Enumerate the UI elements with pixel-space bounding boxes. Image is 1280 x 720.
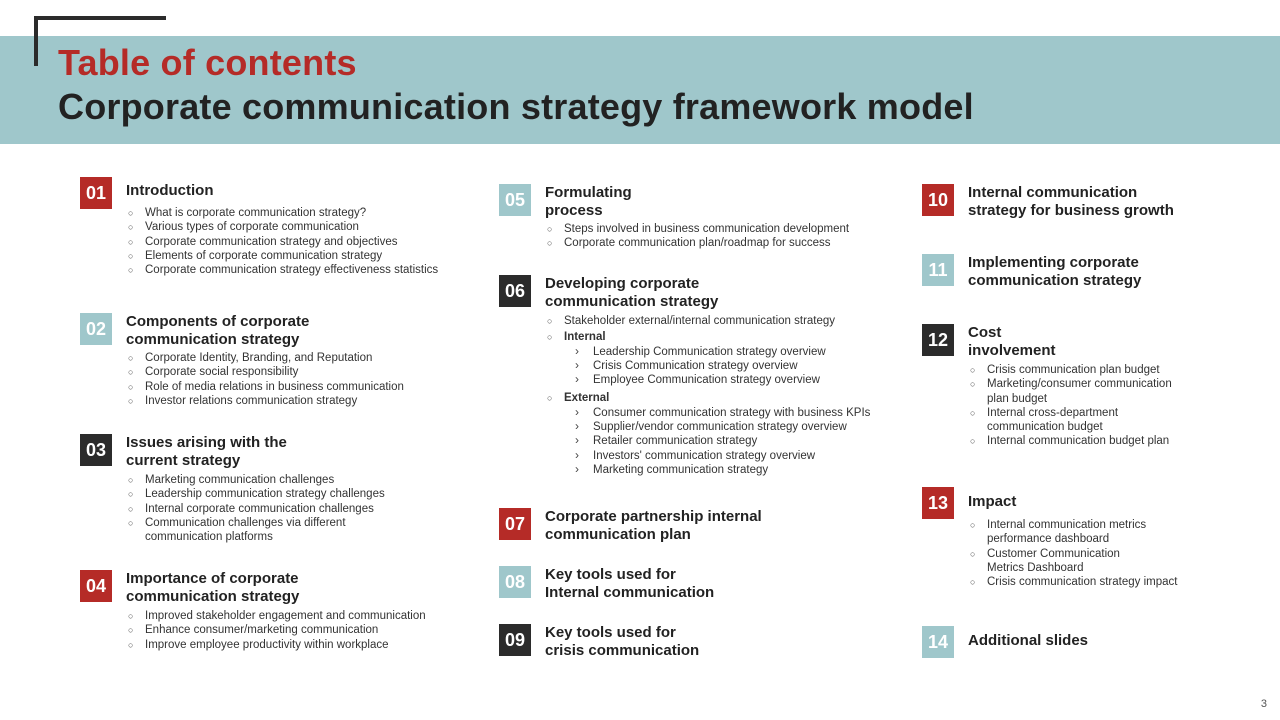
list-item-continued: communication platforms (145, 531, 273, 544)
section-title: Developing corporate communication strategy (545, 275, 719, 310)
list-item: ○ Improve employee productivity within workplace (126, 638, 426, 652)
section-items (968, 363, 1172, 449)
section-items (545, 314, 870, 477)
section-number-badge: 01 (80, 177, 112, 209)
list-item: ○ Internal communication budget plan (968, 434, 1172, 448)
section-title: Components of corporate communication strategy (126, 313, 310, 348)
section-number-badge: 04 (80, 570, 112, 602)
section-title: Corporate partnership internal communication plan (545, 508, 762, 543)
list-item: ○ Enhance consumer/marketing communication (126, 623, 426, 637)
section-number-badge: 09 (499, 624, 531, 656)
page-number: 3 (1260, 698, 1267, 710)
section-number-badge: 02 (80, 313, 112, 345)
section-number-badge: 10 (922, 184, 954, 216)
list-item: ○ Role of media relations in business communication (126, 380, 404, 394)
list-item: ○ Marketing communication challenges (126, 473, 385, 487)
sub-list-item: › Leadership Communication strategy overview (545, 345, 870, 359)
section-title: Internal communication strategy for business growth (968, 184, 1174, 219)
list-item: ○ Leadership communication strategy challenges (126, 487, 385, 501)
section-number-badge: 05 (499, 184, 531, 216)
list-item: ○ Corporate communication strategy and objectives (126, 235, 438, 249)
list-item: ○ Crisis communication plan budget (968, 363, 1172, 377)
sub-list-item: › Marketing communication strategy (545, 463, 870, 477)
toc-label: Table of contents (58, 42, 357, 83)
list-item-continued: communication budget (987, 421, 1103, 434)
list-item-continued: Metrics Dashboard (987, 561, 1084, 574)
list-item: ○ Marketing/consumer communication (968, 377, 1172, 391)
section-title: Additional slides (968, 632, 1089, 649)
section-number-badge: 07 (499, 508, 531, 540)
list-item: ○ Internal communication metrics (968, 518, 1177, 532)
section-title: Importance of corporate communication strategy (126, 570, 300, 605)
list-item-continued: plan budget (987, 392, 1048, 405)
section-number-badge: 06 (499, 275, 531, 307)
section-number-badge: 08 (499, 566, 531, 598)
list-item: ○ Crisis communication strategy impact (968, 575, 1177, 589)
section-number-badge: 12 (922, 324, 954, 356)
list-item: ○ Internal corporate communication challenges (126, 502, 385, 516)
section-number-badge: 11 (922, 254, 954, 286)
section-items (126, 473, 385, 544)
section-number-badge: 03 (80, 434, 112, 466)
section-title: Formulating process (545, 184, 632, 219)
list-item: ○ What is corporate communication strategy? (126, 206, 438, 220)
list-item: ○ Corporate communication strategy effectiveness statistics (126, 263, 438, 277)
list-item: ○ Corporate Identity, Branding, and Reputation (126, 351, 404, 365)
sub-list-item: › Consumer communication strategy with business KPIs (545, 406, 870, 420)
list-item-continued: performance dashboard (987, 533, 1110, 546)
section-title: Implementing corporate communication strategy (968, 254, 1142, 289)
sub-list-item: › Employee Communication strategy overview (545, 373, 870, 387)
list-item: ○ Steps involved in business communication development (545, 222, 849, 236)
section-items (126, 351, 404, 408)
section-number-badge: 13 (922, 487, 954, 519)
list-item: ○ Communication challenges via different (126, 516, 385, 530)
section-title: Impact (968, 493, 1017, 510)
list-item-group-internal: ○ Internal (545, 330, 870, 344)
section-items (545, 222, 849, 251)
list-item: ○ Stakeholder external/internal communication strategy (545, 314, 870, 328)
list-item: ○ Customer Communication (968, 547, 1177, 561)
sub-list-item: › Investors' communication strategy overview (545, 449, 870, 463)
section-items (968, 518, 1177, 589)
list-item: ○ Improved stakeholder engagement and communication (126, 609, 426, 623)
list-item: ○ Various types of corporate communication (126, 220, 438, 234)
section-items (126, 206, 438, 277)
page-title: Corporate communication strategy framework model (58, 86, 974, 127)
section-number-badge: 14 (922, 626, 954, 658)
sub-list-item: › Retailer communication strategy (545, 434, 870, 448)
list-item-group-external: ○ External (545, 391, 870, 405)
list-item: ○ Corporate social responsibility (126, 365, 404, 379)
section-title: Key tools used for crisis communication (545, 624, 700, 659)
sub-list-item: › Supplier/vendor communication strategy overview (545, 420, 870, 434)
section-title: Issues arising with the current strategy (126, 434, 287, 469)
list-item: ○ Internal cross-department (968, 406, 1172, 420)
sub-list-item: › Crisis Communication strategy overview (545, 359, 870, 373)
list-item: ○ Corporate communication plan/roadmap for success (545, 236, 849, 250)
section-title: Cost involvement (968, 324, 1056, 359)
section-title: Introduction (126, 182, 214, 199)
list-item: ○ Elements of corporate communication strategy (126, 249, 438, 263)
list-item: ○ Investor relations communication strategy (126, 394, 404, 408)
section-title: Key tools used for Internal communication (545, 566, 715, 601)
section-items (126, 609, 426, 652)
